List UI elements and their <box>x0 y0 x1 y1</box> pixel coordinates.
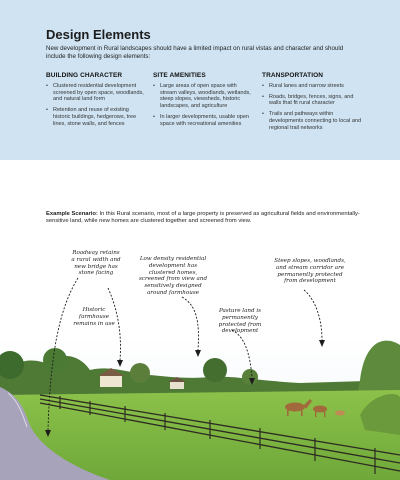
intro-paragraph: New development in Rural landscapes should have a limited impact on rural vistas and character and should include the following design elements: <box>46 45 344 61</box>
scenario-label: Example Scenario: <box>46 211 98 217</box>
landscape-photo <box>0 335 400 480</box>
column-heading: TRANSPORTATION <box>262 72 324 79</box>
column-heading: SITE AMENITIES <box>153 72 206 79</box>
annotation-pasture: Pasture land is permanently protected from development <box>218 308 262 335</box>
list-item: • Rural lanes and narrow streets <box>262 83 362 90</box>
list-item: • Large areas of open space with stream valleys, woodlands, wetlands, steep slopes, viewsheds, historic landscapes, and agriculture <box>153 83 253 110</box>
annotation-slopes: Steep slopes, woodlands, and stream corridor are permanently protected from development <box>274 258 346 285</box>
column-site-amenities <box>153 72 253 131</box>
scenario-text: In this Rural scenario, most of a large property is preserved as agricultural fields and environmentally-sensitive land, while new homes are clustered together and screened from view. <box>46 211 360 225</box>
column-transportation <box>262 72 362 135</box>
column-building-character <box>46 72 146 131</box>
example-scenario <box>46 211 366 225</box>
annotation-density: Low density residential development has clustered homes, screened from view and sensitively designed around farmhouse <box>138 256 208 296</box>
annotation-roadway: Roadway retains a rural width and new bridge has stone facing <box>71 250 121 277</box>
column-heading: BUILDING CHARACTER <box>46 72 123 79</box>
annotation-farmhouse: Historic farmhouse remains in use <box>73 307 115 327</box>
list-item: • Retention and reuse of existing historic buildings, hedgerows, tree lines, stone walls, and fences <box>46 107 146 127</box>
list-item: • In larger developments, usable open space with recreational amenities <box>153 114 253 127</box>
list-item: • Clustered residential development screened by open space, woodlands, and natural land form <box>46 83 146 103</box>
list-item: • Trails and pathways within developments connecting to local and regional trail networks <box>262 111 362 131</box>
page-title: Design Elements <box>46 27 151 42</box>
list-item: • Roads, bridges, fences, signs, and walls that fit rural character <box>262 94 362 107</box>
